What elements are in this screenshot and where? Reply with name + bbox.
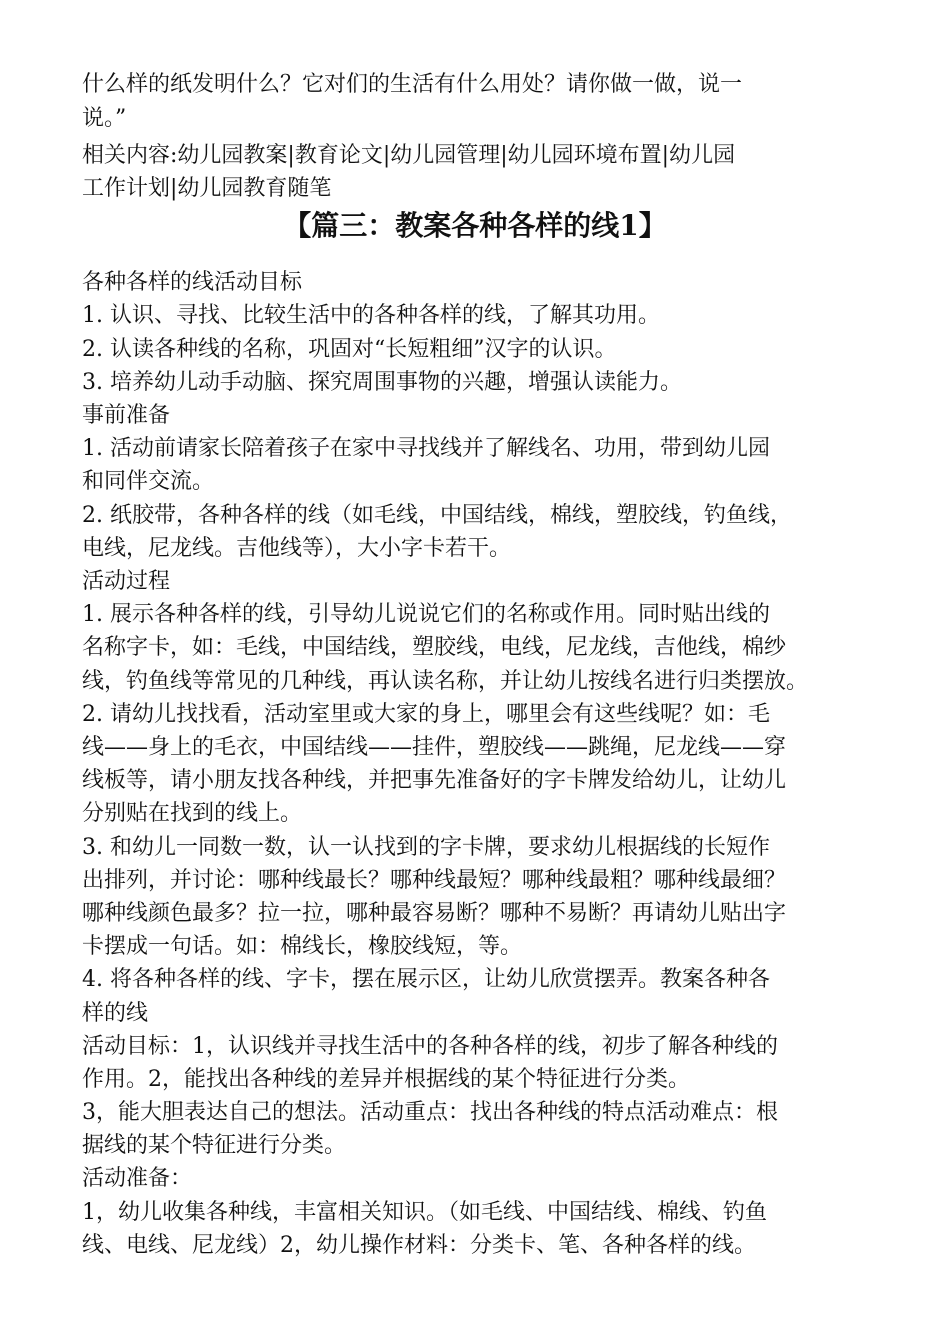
heading-preparation: 事前准备 xyxy=(82,403,171,428)
list-item: 2. 认读各种线的名称，巩固对“长短粗细”汉字的认识。 xyxy=(82,337,617,362)
list-item-cont: 和同伴交流。 xyxy=(82,469,215,494)
text-line: 说。” xyxy=(82,106,127,131)
list-item: 2. 纸胶带，各种各样的线（如毛线，中国结线，棉线，塑胶线，钓鱼线， xyxy=(82,503,792,528)
list-item-cont: 哪种线颜色最多？拉一拉，哪种最容易断？哪种不易断？再请幼儿贴出字 xyxy=(82,901,787,926)
list-item: 3. 培养幼儿动手动脑、探究周围事物的兴趣，增强认读能力。 xyxy=(82,370,682,395)
text-line: 3，能大胆表达自己的想法。活动重点：找出各种线的特点活动难点：根 xyxy=(82,1100,778,1125)
list-item: 1. 展示各种各样的线，引导幼儿说说它们的名称或作用。同时贴出线的 xyxy=(82,602,770,627)
text-line: 据线的某个特征进行分类。 xyxy=(82,1133,347,1158)
list-item: 2. 请幼儿找找看，活动室里或大家的身上，哪里会有这些线呢？如：毛 xyxy=(82,702,770,727)
list-item-cont: 样的线 xyxy=(82,1001,149,1026)
text-line: 活动目标：1，认识线并寻找生活中的各种各样的线，初步了解各种线的 xyxy=(82,1034,778,1059)
heading-materials: 活动准备： xyxy=(82,1166,193,1191)
heading-objectives: 各种各样的线活动目标 xyxy=(82,270,303,295)
list-item: 1. 活动前请家长陪着孩子在家中寻找线并了解线名、功用，带到幼儿园 xyxy=(82,436,770,461)
list-item: 4. 将各种各样的线、字卡，摆在展示区，让幼儿欣赏摆弄。教案各种各 xyxy=(82,967,770,992)
list-item-cont: 出排列，并讨论：哪种线最长？哪种线最短？哪种线最粗？哪种线最细？ xyxy=(82,868,787,893)
section-title: 【篇三：教案各种各样的线1】 xyxy=(283,209,667,242)
list-item-cont: 卡摆成一句话。如：棉线长，橡胶线短，等。 xyxy=(82,934,523,959)
list-item-cont: 线——身上的毛衣，中国结线——挂件，塑胶线——跳绳，尼龙线——穿 xyxy=(82,735,787,760)
list-item-cont: 电线，尼龙线。吉他线等），大小字卡若干。 xyxy=(82,536,512,561)
list-item: 1. 认识、寻找、比较生活中的各种各样的线，了解其功用。 xyxy=(82,303,660,328)
related-content-line: 相关内容:幼儿园教案|教育论文|幼儿园管理|幼儿园环境布置|幼儿园 xyxy=(82,143,736,168)
text-line: 1，幼儿收集各种线，丰富相关知识。（如毛线、中国结线、棉线、钓鱼 xyxy=(82,1200,767,1225)
text-line: 线、电线、尼龙线）2，幼儿操作材料：分类卡、笔、各种各样的线。 xyxy=(82,1233,756,1258)
text-line: 作用。2，能找出各种线的差异并根据线的某个特征进行分类。 xyxy=(82,1067,690,1092)
list-item: 3. 和幼儿一同数一数，认一认找到的字卡牌，要求幼儿根据线的长短作 xyxy=(82,835,770,860)
heading-process: 活动过程 xyxy=(82,569,171,594)
list-item-cont: 线，钓鱼线等常见的几种线，再认读名称，并让幼儿按线名进行归类摆放。 xyxy=(82,669,809,694)
list-item-cont: 名称字卡，如：毛线，中国结线，塑胶线，电线，尼龙线，吉他线，棉纱 xyxy=(82,635,787,660)
list-item-cont: 线板等，请小朋友找各种线，并把事先准备好的字卡牌发给幼儿，让幼儿 xyxy=(82,768,787,793)
text-line: 什么样的纸发明什么？它对们的生活有什么用处？请你做一做，说一 xyxy=(82,72,743,97)
list-item-cont: 分别贴在找到的线上。 xyxy=(82,801,303,826)
related-content-line: 工作计划|幼儿园教育随笔 xyxy=(82,176,332,201)
